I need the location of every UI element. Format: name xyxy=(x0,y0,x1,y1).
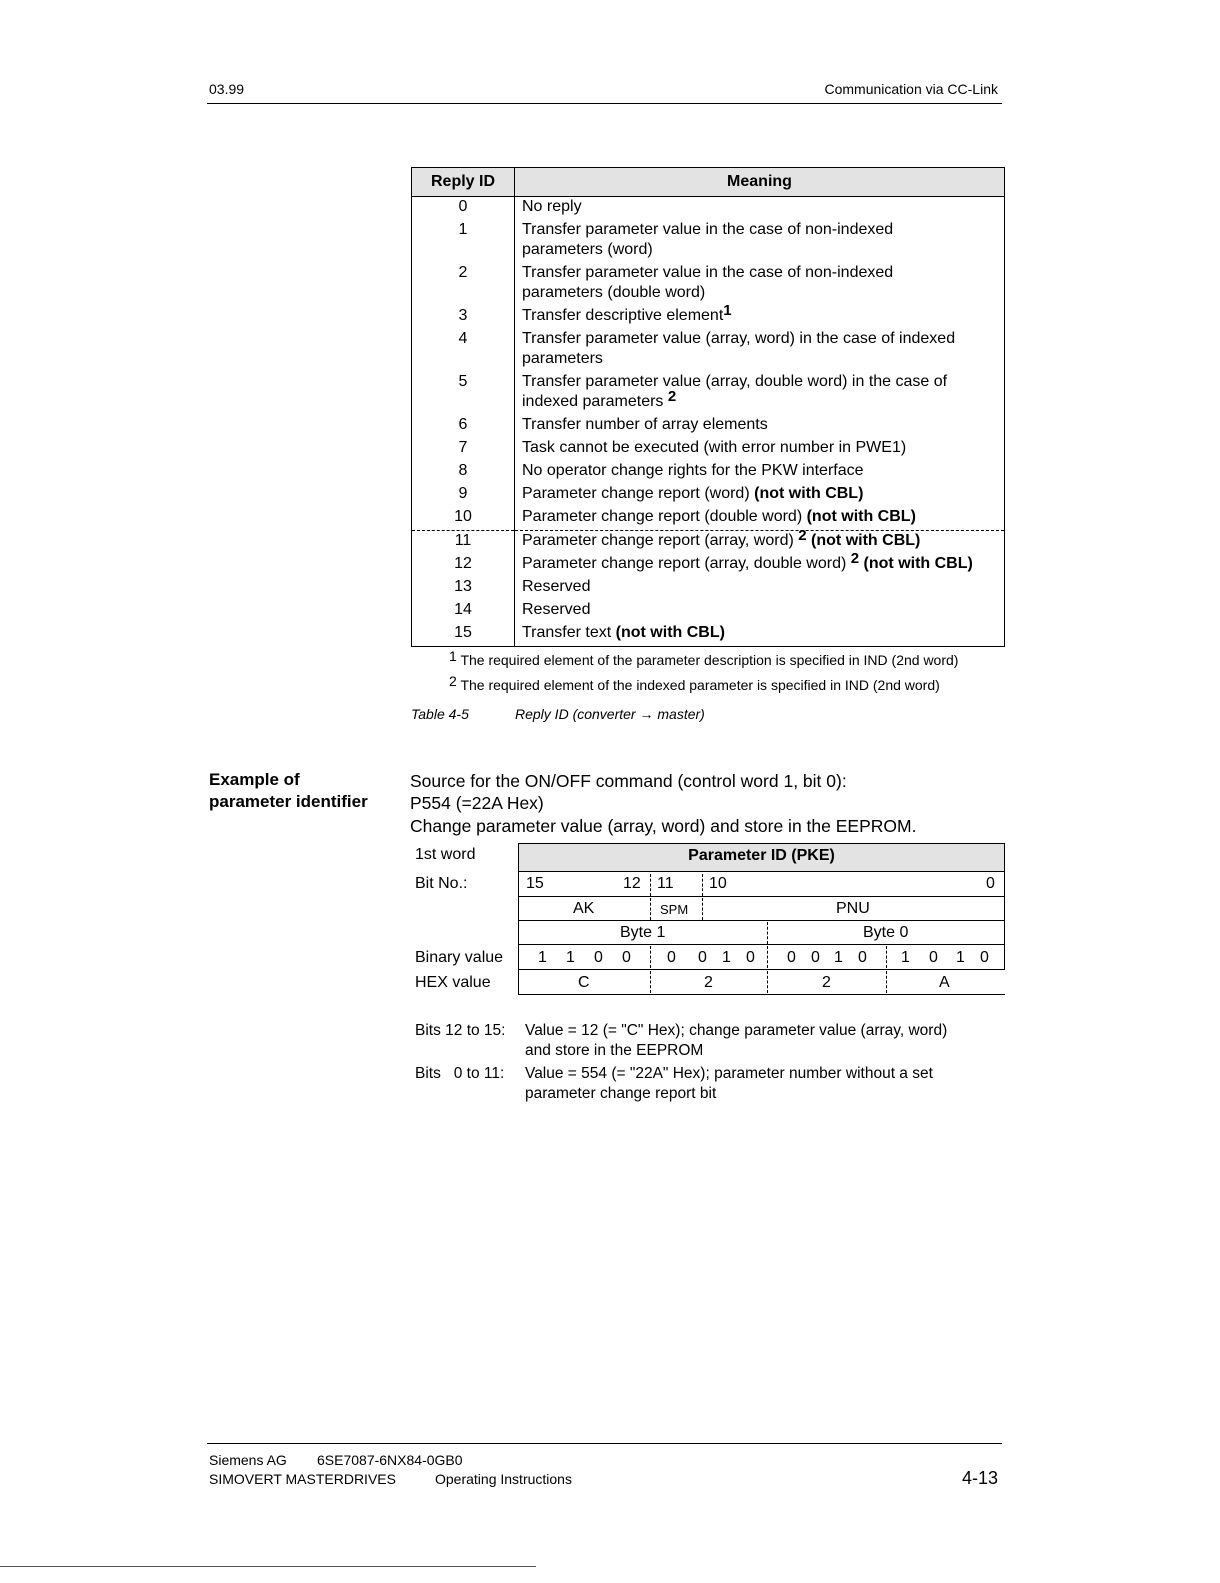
table-row xyxy=(412,623,1005,647)
hex-digit: 2 xyxy=(822,974,831,991)
reply-id-cell: 12 xyxy=(412,554,515,577)
field-pnu: PNU xyxy=(836,900,870,917)
reply-id-cell: 9 xyxy=(412,484,515,507)
col-header-reply-id: Reply ID xyxy=(412,168,515,197)
page-edge-line xyxy=(0,1566,536,1567)
note-label-bits-12-15: Bits 12 to 15: xyxy=(415,1022,506,1039)
meaning-cell: Transfer parameter value in the case of non-indexed parameters (double word) xyxy=(522,264,894,301)
meaning-cell: Transfer parameter value in the case of non-indexed parameters (word) xyxy=(522,221,894,258)
bit-11-label: 11 xyxy=(657,875,674,892)
binary-bit: 1 xyxy=(834,949,843,966)
byte-divider xyxy=(767,922,768,944)
nibble-divider xyxy=(886,946,887,968)
label-hex-value: HEX value xyxy=(415,974,491,991)
table-row xyxy=(412,329,1005,372)
field-divider xyxy=(650,898,651,920)
field-divider xyxy=(702,898,703,920)
nibble-divider xyxy=(886,971,887,993)
reply-id-cell: 8 xyxy=(412,461,515,484)
reply-id-cell: 13 xyxy=(412,577,515,600)
table-row xyxy=(412,263,1005,306)
header-rule xyxy=(207,103,1002,104)
nibble-divider xyxy=(650,946,651,968)
label-binary-value: Binary value xyxy=(415,949,504,966)
byte-0-label: Byte 0 xyxy=(863,924,909,941)
meaning-cell: Parameter change report (array, double word) $^2$ (not with CBL) xyxy=(522,550,973,572)
binary-bit: 0 xyxy=(698,949,707,966)
footer-company: Siemens AG xyxy=(209,1452,287,1468)
binary-bit: 1 xyxy=(722,949,731,966)
table-row xyxy=(412,438,1005,461)
bit-12-label: 12 xyxy=(623,875,641,892)
byte-row xyxy=(518,920,1005,945)
binary-bit: 0 xyxy=(622,949,631,966)
reply-id-cell: 15 xyxy=(412,623,515,647)
bit-no-row xyxy=(518,872,1005,897)
bit-15-label: 15 xyxy=(526,875,544,892)
note-text-bits-0-11: Value = 554 (= "22A" Hex); parameter number without a set xyxy=(525,1065,933,1082)
label-bit-no: Bit No.: xyxy=(415,875,468,892)
reply-id-cell: 2 xyxy=(412,263,515,306)
table-row xyxy=(412,554,1005,577)
field-ak: AK xyxy=(573,900,595,917)
meaning-cell: Transfer number of array elements xyxy=(522,416,768,433)
meaning-cell: Parameter change report (double word) (not with CBL) xyxy=(515,507,1005,531)
binary-bit: 0 xyxy=(858,949,867,966)
table-row xyxy=(412,484,1005,507)
meaning-cell: No reply xyxy=(522,198,582,215)
note-text-bits-0-11-cont: parameter change report bit xyxy=(525,1085,717,1102)
reply-id-cell: 10 xyxy=(412,507,515,531)
byte-1-label: Byte 1 xyxy=(620,924,666,941)
meaning-cell: Transfer parameter value (array, double word) in the case of indexed parameters $^2$ xyxy=(522,373,948,410)
footer-order-number: 6SE7087-6NX84-0GB0 xyxy=(317,1452,463,1468)
table-row xyxy=(412,306,1005,329)
hex-digit: C xyxy=(578,974,590,991)
binary-bit: 0 xyxy=(667,949,676,966)
reply-id-cell: 0 xyxy=(412,197,515,221)
reply-id-cell: 4 xyxy=(412,329,515,372)
hex-digit: A xyxy=(939,974,950,991)
meaning-cell: Reserved xyxy=(522,601,591,618)
footnote-2: $^2$ The required element of the indexed parameter is specified in IND (2nd word) xyxy=(449,673,940,693)
bit-0-label: 0 xyxy=(986,875,995,892)
meaning-cell: Transfer descriptive element$^1$ xyxy=(522,302,732,324)
reply-id-table xyxy=(411,167,1005,647)
example-text-3: Change parameter value (array, word) and store in the EEPROM. xyxy=(410,816,917,836)
col-header-meaning: Meaning xyxy=(515,168,1005,197)
meaning-cell: No operator change rights for the PKW interface xyxy=(522,462,864,479)
meaning-cell: Transfer text (not with CBL) xyxy=(515,623,1005,647)
nibble-divider xyxy=(767,971,768,993)
side-heading-line2: parameter identifier xyxy=(209,792,368,811)
binary-bit: 0 xyxy=(929,949,938,966)
footer-product: SIMOVERT MASTERDRIVES xyxy=(209,1471,396,1487)
hex-digit: 2 xyxy=(704,974,713,991)
header-section-title: Communication via CC-Link xyxy=(824,81,998,97)
pke-title: Parameter ID (PKE) xyxy=(688,847,835,864)
binary-bit: 0 xyxy=(746,949,755,966)
reply-id-cell: 3 xyxy=(412,306,515,329)
example-text-2: P554 (=22A Hex) xyxy=(410,793,544,813)
binary-bit: 0 xyxy=(811,949,820,966)
meaning-cell: Parameter change report (word) (not with CBL) xyxy=(522,485,864,502)
table-row xyxy=(412,461,1005,484)
table-caption-number: Table 4-5 xyxy=(411,706,469,722)
header-date: 03.99 xyxy=(209,81,245,97)
nibble-divider xyxy=(650,971,651,993)
table-row xyxy=(412,415,1005,438)
footer-doc-type: Operating Instructions xyxy=(435,1471,572,1487)
table-row xyxy=(412,531,1005,555)
note-text-bits-12-15: Value = 12 (= "C" Hex); change parameter value (array, word) xyxy=(525,1022,948,1039)
meaning-cell: Parameter change report (array, word) $^2$ (not with CBL) xyxy=(522,527,921,549)
label-1st-word: 1st word xyxy=(415,846,476,863)
example-text-1: Source for the ON/OFF command (control word 1, bit 0): xyxy=(410,771,847,791)
footnote-ref: 1 xyxy=(723,302,732,319)
binary-bit: 1 xyxy=(901,949,910,966)
reply-id-cell: 14 xyxy=(412,600,515,623)
bit-divider xyxy=(650,874,651,896)
table-row xyxy=(412,507,1005,531)
binary-bit: 0 xyxy=(980,949,989,966)
meaning-cell: Task cannot be executed (with error number in PWE1) xyxy=(522,439,907,456)
table-row xyxy=(412,600,1005,623)
field-spm: SPM xyxy=(660,902,689,917)
hex-row-bottom xyxy=(518,994,1005,995)
meaning-cell: Transfer parameter value (array, word) in the case of indexed parameters xyxy=(522,330,956,367)
footnote-1: $^1$ The required element of the parameter description is specified in IND (2nd word) xyxy=(449,648,959,668)
footer-page-number: 4-13 xyxy=(961,1468,998,1488)
reply-id-cell: 7 xyxy=(412,438,515,461)
footer-rule xyxy=(207,1443,1002,1444)
table-row xyxy=(412,372,1005,415)
bit-divider xyxy=(702,874,703,896)
binary-bit: 1 xyxy=(956,949,965,966)
reply-id-cell: 6 xyxy=(412,415,515,438)
reply-id-cell: 1 xyxy=(412,220,515,263)
hex-row-left-edge xyxy=(518,969,519,995)
bit-10-label: 10 xyxy=(709,875,727,892)
table-row xyxy=(412,197,1005,221)
side-heading-line1: Example of xyxy=(209,770,300,789)
binary-bit: 0 xyxy=(594,949,603,966)
binary-bit: 1 xyxy=(538,949,547,966)
note-text-bits-12-15-cont: and store in the EEPROM xyxy=(525,1042,704,1059)
binary-bit: 0 xyxy=(787,949,796,966)
footnote-ref: 2 xyxy=(667,388,677,405)
reply-id-cell: 11 xyxy=(412,531,515,555)
table-row xyxy=(412,577,1005,600)
reply-id-cell: 5 xyxy=(412,372,515,415)
meaning-cell: Reserved xyxy=(522,578,591,595)
binary-bit: 1 xyxy=(566,949,575,966)
nibble-divider xyxy=(767,946,768,968)
table-row xyxy=(412,220,1005,263)
table-caption-text: Reply ID (converter → master) xyxy=(515,706,705,722)
table-header-row xyxy=(412,168,1005,197)
note-label-bits-0-11: Bits 0 to 11: xyxy=(415,1065,505,1082)
